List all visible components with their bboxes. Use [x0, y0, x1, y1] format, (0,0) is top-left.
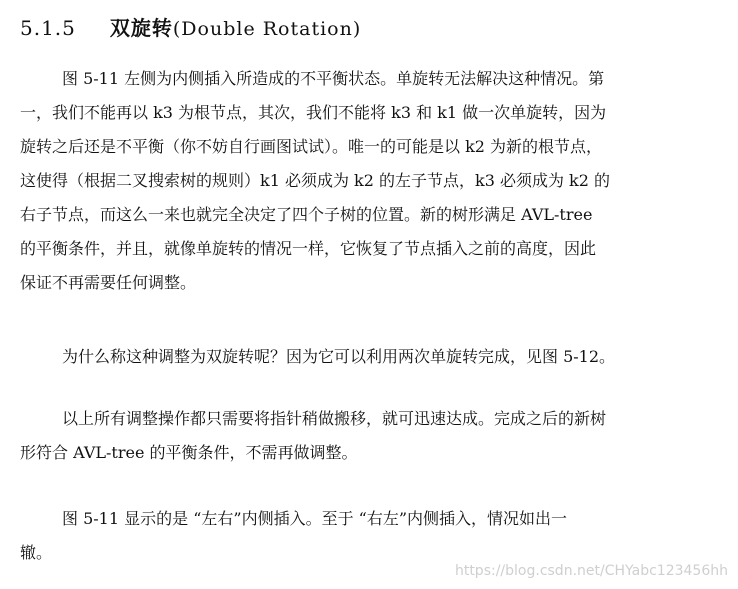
paragraph-line: 的平衡条件，并且，就像单旋转的情况一样，它恢复了节点插入之前的高度，因此: [20, 239, 597, 258]
paragraph-2: [20, 340, 720, 374]
paragraph-line: 辙。: [20, 543, 53, 562]
paragraph-line: 以上所有调整操作都只需要将指针稍做搬移，就可迅速达成。完成之后的新树: [62, 409, 607, 428]
paragraph-line: 右子节点，而这么一来也就完全决定了四个子树的位置。新的树形满足 AVL-tree: [20, 205, 593, 224]
paragraph-line: 图 5-11 显示的是 “左右”内侧插入。至于 “右左”内侧插入，情况如出一: [62, 509, 568, 528]
paragraph-line: 旋转之后还是不平衡（你不妨自行画图试试）。唯一的可能是以 k2 为新的根节点，: [20, 137, 603, 156]
section-title-chinese: 双旋转: [109, 16, 173, 40]
section-title-english: (Double Rotation): [172, 18, 362, 40]
paragraph-line: 保证不再需要任何调整。: [20, 273, 197, 292]
paragraph-line: 为什么称这种调整为双旋转呢？因为它可以利用两次单旋转完成，见图 5-12。: [62, 347, 616, 366]
paragraph-line: 形符合 AVL-tree 的平衡条件，不需再做调整。: [20, 443, 358, 462]
paragraph-line: 这使得（根据二叉搜索树的规则）k1 必须成为 k2 的左子节点，k3 必须成为 k2 的: [20, 171, 611, 190]
section-number: 5.1.5: [20, 16, 76, 40]
paragraph-1: [20, 62, 720, 300]
paragraph-3: [20, 402, 720, 470]
paragraph-line: 图 5-11 左侧为内侧插入所造成的不平衡状态。单旋转无法解决这种情况。第: [62, 69, 605, 88]
paragraph-4: [20, 502, 720, 570]
section-heading: [20, 12, 361, 41]
paragraph-line: 一，我们不能再以 k3 为根节点，其次，我们不能将 k3 和 k1 做一次单旋转，因为: [20, 103, 607, 122]
watermark-url: https://blog.csdn.net/CHYabc123456hh: [454, 563, 728, 579]
